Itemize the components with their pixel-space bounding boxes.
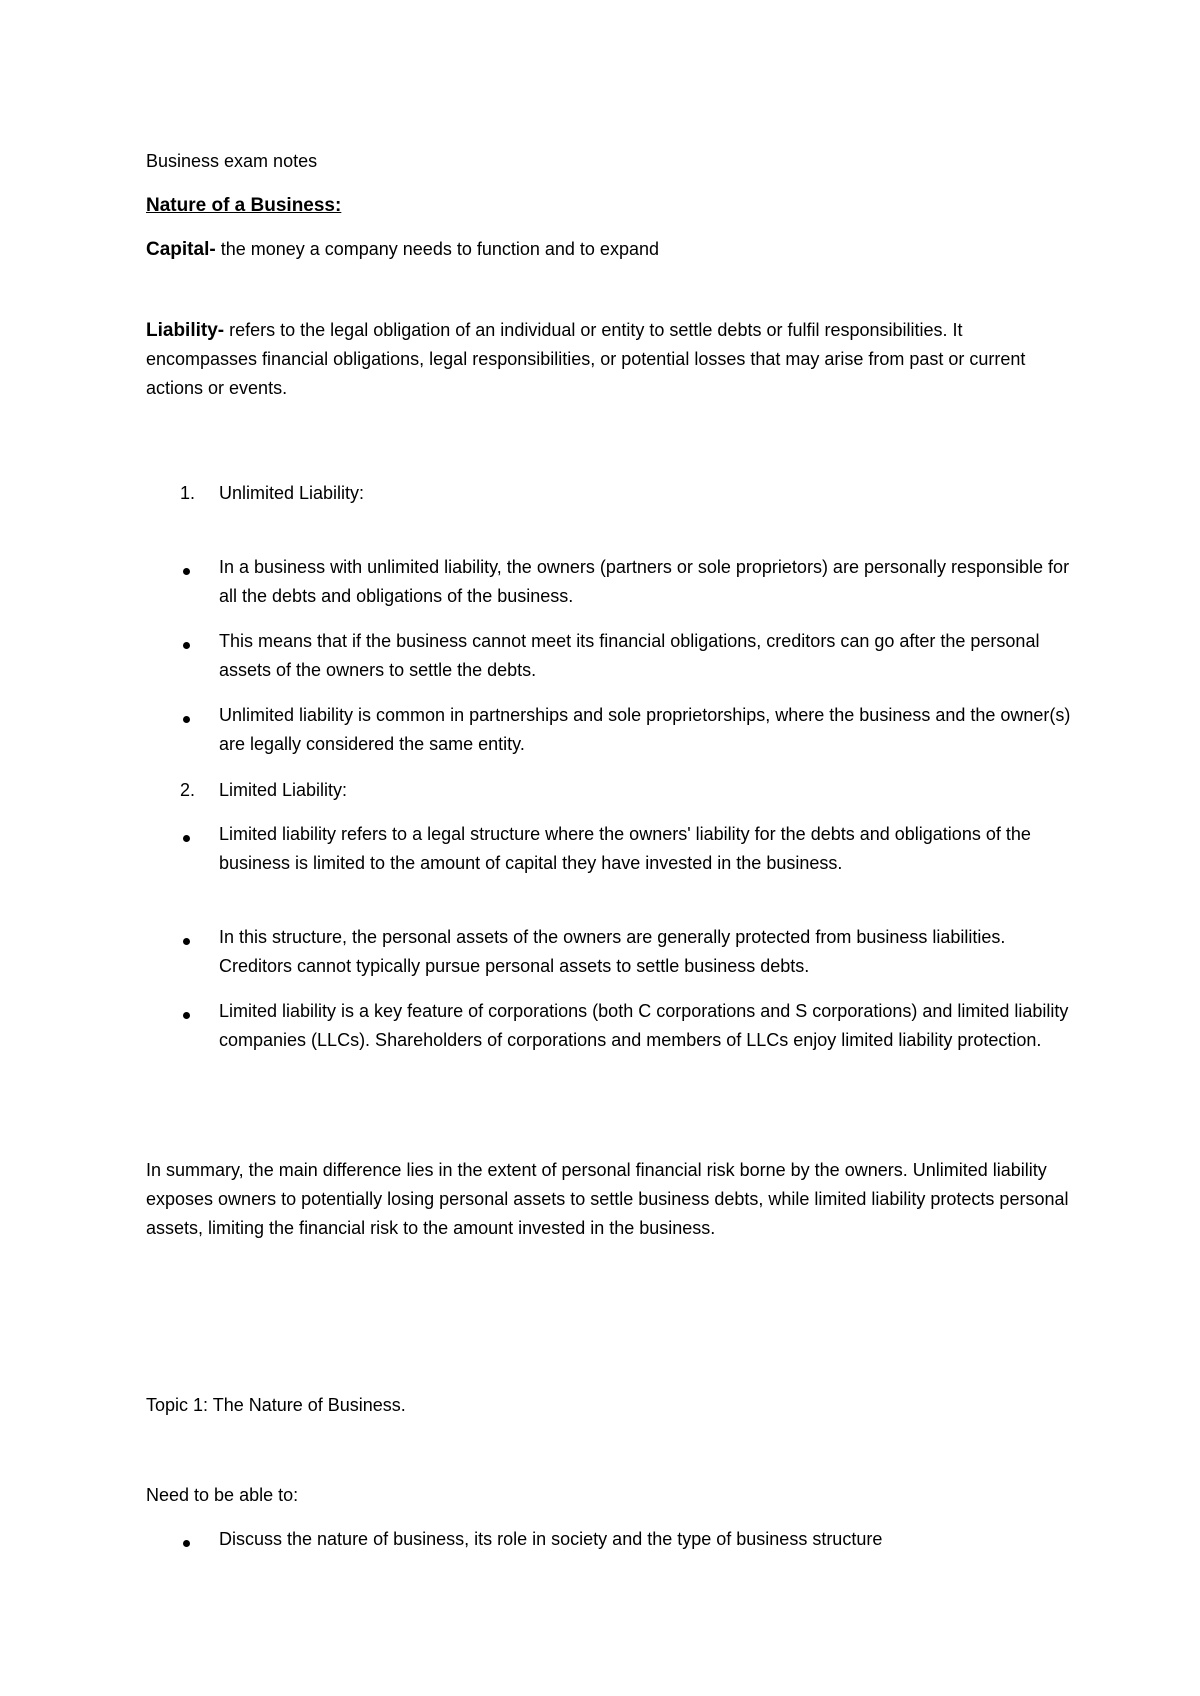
list-item: Limited liability is a key feature of corporations (both C corporations and S corporations) and limited liability companies (LLCs). Shareholders of corporations and members of LLCs enjoy limited liability protection. [219,1001,1069,1050]
section-heading: Nature of a Business: [146,195,342,216]
list-item: Limited liability refers to a legal structure where the owners' liability for the debts and obligations of the business is limited to the amount of capital they have invested in the business. [219,824,1031,873]
bullet-dot [183,568,190,575]
bullet-dot [183,642,190,649]
summary-paragraph: In summary, the main difference lies in the extent of personal financial risk borne by the owners. Unlimited liability exposes owners to potentially losing personal assets to settle business debts, while limited liability protects personal assets, limiting the financial risk to the amount invested in the business. [146,1160,1069,1238]
bullet-dot [183,938,190,945]
list-item: This means that if the business cannot meet its financial obligations, creditors can go after the personal assets of the owners to settle the debts. [219,631,1040,680]
bullet-dot [183,716,190,723]
capital-text: the money a company needs to function and to expand [215,239,659,259]
list-item: In a business with unlimited liability, the owners (partners or sole proprietors) are personally responsible for all the debts and obligations of the business. [219,557,1070,606]
bullet-dot [183,835,190,842]
bullet-dot [183,1012,190,1019]
list-item: Unlimited liability is common in partnerships and sole proprietorships, where the business and the owner(s) are legally considered the same entity. [219,705,1071,754]
capital-term: Capital- [146,239,216,260]
need-intro: Need to be able to: [146,1485,299,1505]
capital-definition [146,235,659,264]
limited-liability-title: Limited Liability: [219,780,348,800]
unlimited-liability-title: Unlimited Liability: [219,483,365,503]
topic-title: Topic 1: The Nature of Business. [146,1395,406,1415]
document-title: Business exam notes [146,151,318,171]
bullet-dot [183,1540,190,1547]
liability-text: refers to the legal obligation of an individual or entity to settle debts or fulfil responsibilities. It encompasses financial obligations, legal responsibilities, or potential losses that may arise from past or current actions or events. [146,320,1026,398]
list-number-1: 1. [180,483,196,503]
liability-term: Liability- [146,320,225,341]
list-item: In this structure, the personal assets of the owners are generally protected from business liabilities. Creditors cannot typically pursue personal assets to settle business debts. [219,927,1006,976]
list-number-2: 2. [180,780,196,800]
liability-definition [146,316,1076,403]
list-item: Discuss the nature of business, its role in society and the type of business structure [219,1529,883,1549]
